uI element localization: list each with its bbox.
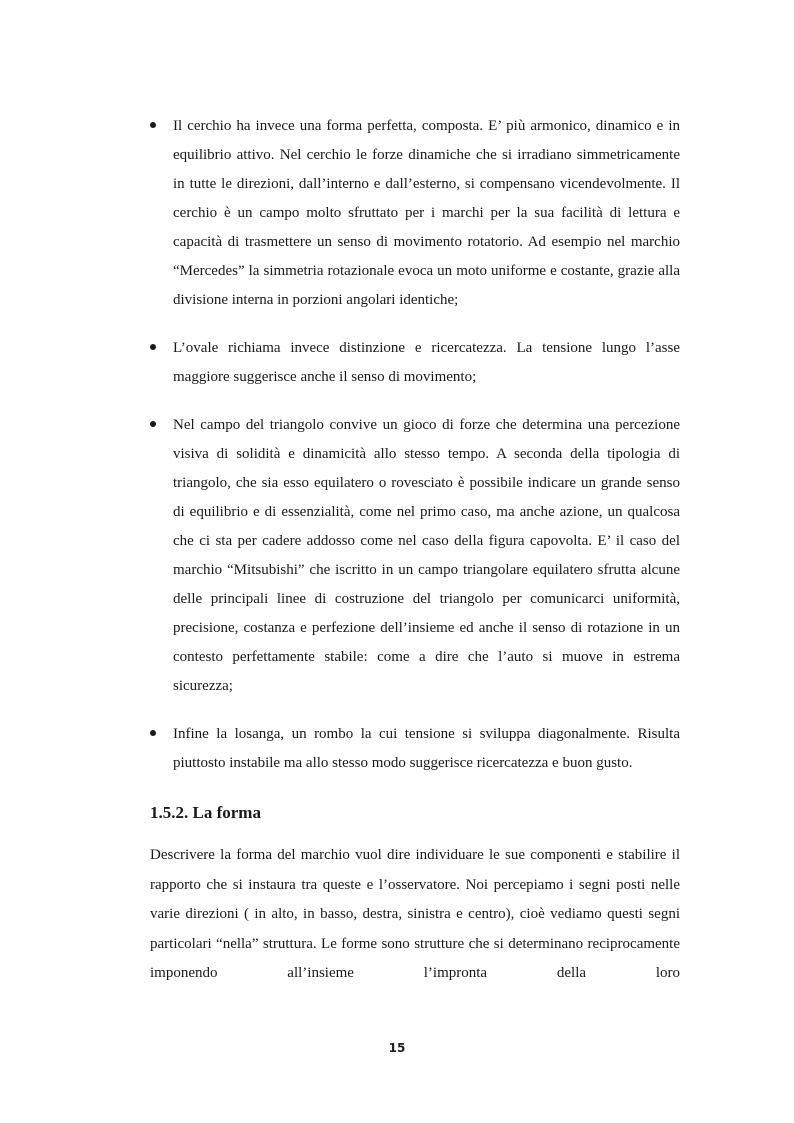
bullet-icon (150, 730, 156, 736)
bullet-item-circle (150, 112, 680, 315)
bullet-icon (150, 122, 156, 128)
body-paragraph: Descrivere la forma del marchio vuol dire individuare le sue componenti e stabilire il rapporto che si instaura tra queste e l’osservatore. Noi percepiamo i segni posti nelle varie direzioni ( in alto, in basso, destra, sinistra e centro), cioè vediamo questi segni particolari “nella” struttura. Le forme sono strutture che si determinano reciprocamente imponendo all’insieme l’impronta della loro (150, 847, 680, 981)
bullet-text: Il cerchio ha invece una forma perfetta, composta. E’ più armonico, dinamico e in equilibrio attivo. Nel cerchio le forze dinamiche che si irradiano simmetricamente in tutte le direzioni, dall’interno e dall’esterno, si compensano vicendevolmente. Il cerchio è un campo molto sfruttato per i marchi per la sua facilità di lettura e capacità di trasmettere un senso di movimento rotatorio. Ad esempio nel marchio “Mercedes” la simmetria rotazionale evoca un moto uniforme e costante, grazie alla divisione interna in porzioni angolari identiche; (173, 118, 680, 308)
bullet-icon (150, 421, 156, 427)
bullet-item-lozenge (150, 720, 680, 778)
bullet-text: L’ovale richiama invece distinzione e ricercatezza. La tensione lungo l’asse maggiore suggerisce anche il senso di movimento; (173, 340, 680, 385)
bullet-list (150, 112, 680, 797)
bullet-item-triangle (150, 411, 680, 701)
bullet-text: Infine la losanga, un rombo la cui tensione si sviluppa diagonalmente. Risulta piuttosto instabile ma allo stesso modo suggerisce ricercatezza e buon gusto. (173, 726, 680, 771)
page-number: 15 (388, 1041, 406, 1055)
bullet-text: Nel campo del triangolo convive un gioco di forze che determina una percezione visiva di solidità e dinamicità allo stesso tempo. A seconda della tipologia di triangolo, che sia esso equilatero o rovesciato è possibile indicare un grande senso di equilibrio e di essenzialità, come nel primo caso, ma anche azione, un qualcosa che ci sta per cadere addosso come nel caso della figura capovolta. E’ il caso del marchio “Mitsubishi” che iscritto in un campo triangolare equilatero sfrutta alcune delle principali linee di costruzione del triangolo per comunicarci uniformità, precisione, costanza e perfezione dell’insieme ed anche il senso di rotazione in un contesto perfettamente stabile: come a dire che l’auto si muove in estrema sicurezza; (173, 417, 680, 694)
bullet-icon (150, 344, 156, 350)
section-heading: 1.5.2. La forma (150, 803, 261, 822)
bullet-item-oval (150, 334, 680, 392)
